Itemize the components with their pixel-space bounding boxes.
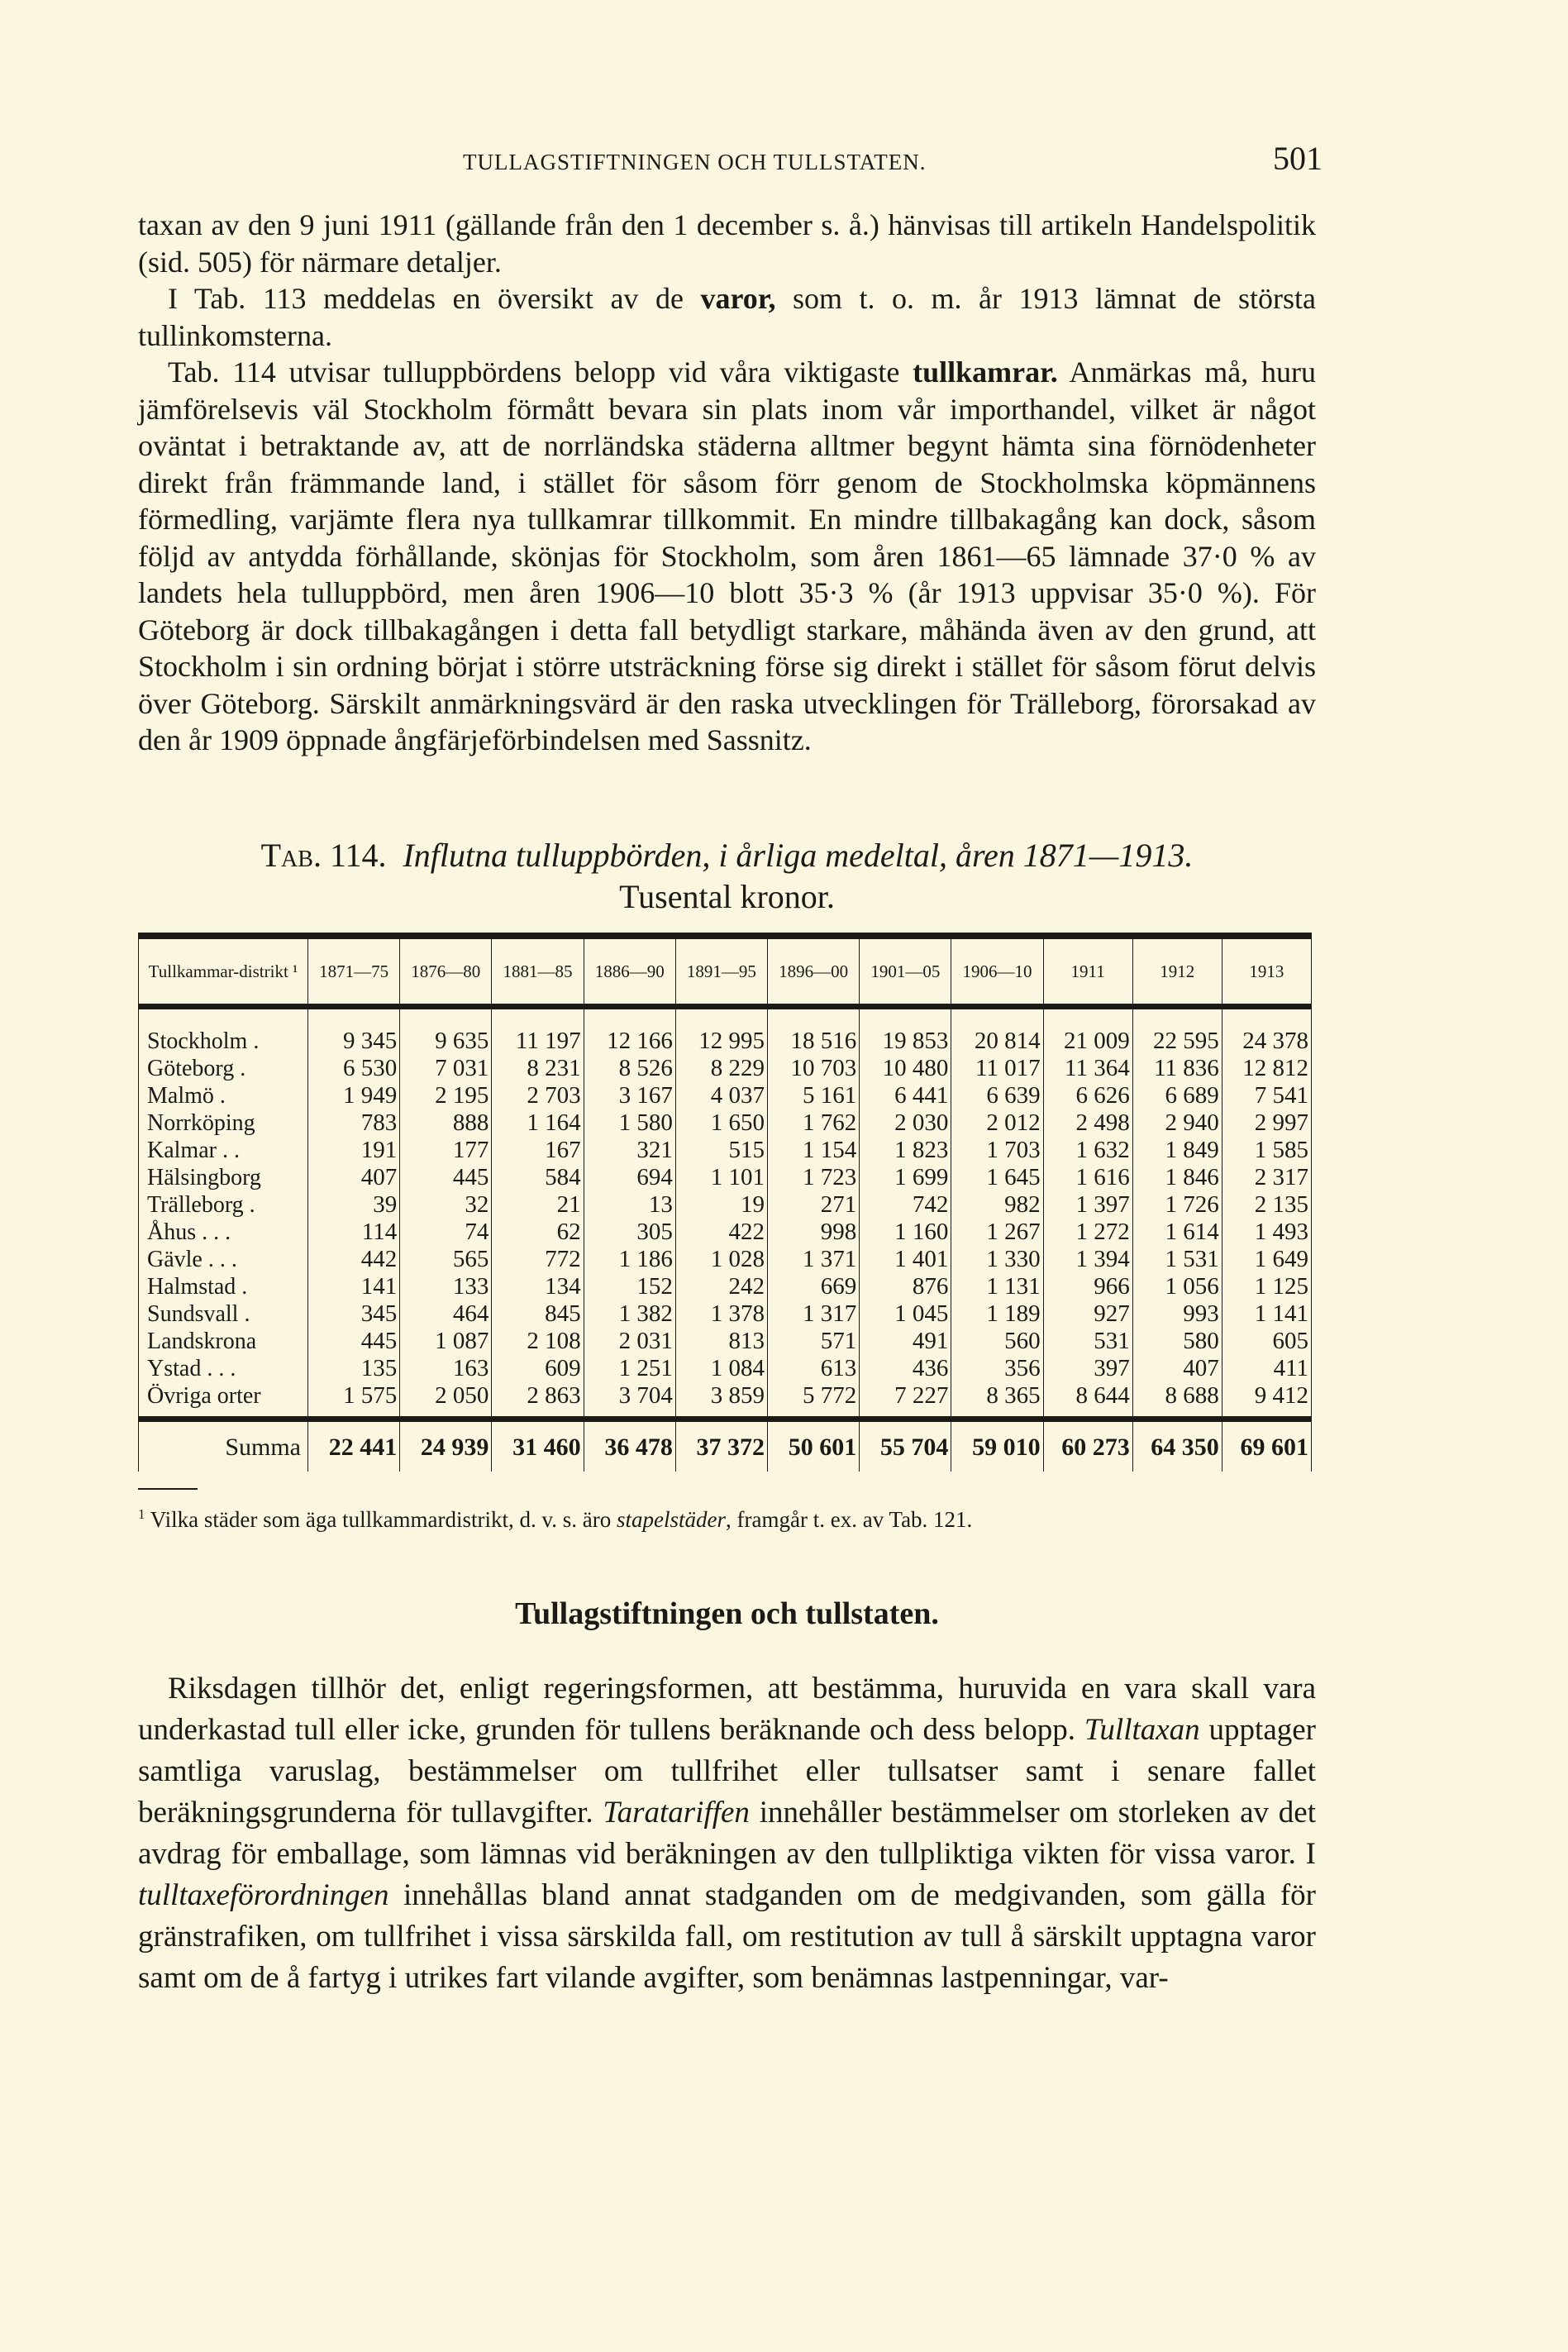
table-row [139, 1246, 1312, 1273]
table-cell: 1 131 [951, 1273, 1043, 1300]
emphasis: Tulltaxan [1084, 1713, 1200, 1747]
column-header: 1913 [1222, 936, 1311, 1007]
district-name: Göteborg . [139, 1055, 308, 1082]
table-cell: 1 703 [951, 1137, 1043, 1164]
table-cell: 1 649 [1222, 1246, 1311, 1273]
table-row [139, 1164, 1312, 1191]
text-run: Anmärkas må, huru jämförelsevis väl Stockholm förmått bevara sin plats inom vår importhandel, vilket är något oväntat i betraktande av, att de norrländska städerna alltmer begynt hämta sina förnödenheter direkt från främmande land, i stället för såsom förr genom de Stockholmska köpmännens förmedling, varjämte flera nya tullkamrar tillkommit. En mindre tillbakagång kan dock, såsom följd av antydda förhållande, skönjas för Stockholm, som åren 1861—65 lämnade 37·0 % av landets hela tulluppbörd, men åren 1906—10 blott 35·3 % (år 1913 uppvisar 35·0 %). För Göteborg är dock tillbakagången i detta fall betydligt starkare, måhända även av den grund, att Stockholm i sin ordning börjat i större utsträckning förse sig direkt i stället för såsom förut delvis över Göteborg. Särskilt anmärkningsvärd är den raska utvecklingen för Trälleborg, förorsakad av den år 1909 öppnade ångfärjeförbindelsen med Sassnitz. [138, 355, 1317, 756]
sum-cell: 31 460 [492, 1419, 584, 1472]
column-header: 1901—05 [860, 936, 951, 1007]
table-cell: 609 [492, 1355, 584, 1382]
table-cell: 1 317 [768, 1300, 860, 1328]
district-name: Kalmar . . [139, 1137, 308, 1164]
table-cell: 141 [308, 1273, 400, 1300]
district-name: Gävle . . . [139, 1246, 308, 1273]
table-cell: 191 [308, 1137, 400, 1164]
table-cell: 2 030 [860, 1109, 951, 1137]
table-cell: 3 704 [584, 1382, 675, 1419]
table-cell: 6 530 [308, 1055, 400, 1082]
table-row [139, 1109, 1312, 1137]
table-cell: 411 [1222, 1355, 1311, 1382]
table-cell: 9 635 [400, 1007, 492, 1056]
table-row [139, 1191, 1312, 1219]
table-cell: 445 [308, 1328, 400, 1355]
table-cell: 565 [400, 1246, 492, 1273]
table-cell: 134 [492, 1273, 584, 1300]
district-name: Malmö . [139, 1082, 308, 1109]
table-cell: 998 [768, 1219, 860, 1246]
table-row [139, 1273, 1312, 1300]
table-cell: 584 [492, 1164, 584, 1191]
table-cell: 436 [860, 1355, 951, 1382]
table-cell: 11 197 [492, 1007, 584, 1056]
table-cell: 1 846 [1132, 1164, 1222, 1191]
sum-cell: 55 704 [860, 1419, 951, 1472]
table-cell: 742 [860, 1191, 951, 1219]
table-unit: Tusental kronor. [619, 878, 835, 915]
table-cell: 6 639 [951, 1082, 1043, 1109]
column-header-district: Tullkammar-distrikt ¹ [139, 936, 308, 1007]
table-cell: 1 189 [951, 1300, 1043, 1328]
table-cell: 7 227 [860, 1382, 951, 1419]
table-cell: 7 541 [1222, 1082, 1311, 1109]
table-cell: 1 378 [675, 1300, 767, 1328]
table-cell: 1 141 [1222, 1300, 1311, 1328]
section-heading: Tullagstiftningen och tullstaten. [515, 1596, 939, 1631]
table-cell: 1 397 [1043, 1191, 1132, 1219]
sum-cell: 37 372 [675, 1419, 767, 1472]
table-row [139, 1219, 1312, 1246]
table-row [139, 1300, 1312, 1328]
table-cell: 407 [308, 1164, 400, 1191]
table-cell: 321 [584, 1137, 675, 1164]
header-row [139, 936, 1312, 1007]
column-header: 1891—95 [675, 936, 767, 1007]
column-header: 1881—85 [492, 936, 584, 1007]
emphasis: stapelstäder [617, 1507, 727, 1532]
district-name: Sundsvall . [139, 1300, 308, 1328]
table-cell: 242 [675, 1273, 767, 1300]
table-cell: 2 135 [1222, 1191, 1311, 1219]
table-cell: 1 762 [768, 1109, 860, 1137]
table-cell: 813 [675, 1328, 767, 1355]
table-cell: 10 703 [768, 1055, 860, 1082]
table-cell: 5 161 [768, 1082, 860, 1109]
table-cell: 271 [768, 1191, 860, 1219]
table-cell: 772 [492, 1246, 584, 1273]
table-cell: 356 [951, 1355, 1043, 1382]
table-cell: 1 084 [675, 1355, 767, 1382]
table-row [139, 1007, 1312, 1056]
table-cell: 8 526 [584, 1055, 675, 1082]
table-cell: 580 [1132, 1328, 1222, 1355]
table-cell: 515 [675, 1137, 767, 1164]
table-cell: 560 [951, 1328, 1043, 1355]
table-cell: 6 626 [1043, 1082, 1132, 1109]
sum-cell: 22 441 [308, 1419, 400, 1472]
table-cell: 2 317 [1222, 1164, 1311, 1191]
table-cell: 11 364 [1043, 1055, 1132, 1082]
table-cell: 1 401 [860, 1246, 951, 1273]
table-cell: 4 037 [675, 1082, 767, 1109]
district-name: Trälleborg . [139, 1191, 308, 1219]
table-cell: 442 [308, 1246, 400, 1273]
table-cell: 6 689 [1132, 1082, 1222, 1109]
table-cell: 152 [584, 1273, 675, 1300]
table-cell: 2 703 [492, 1082, 584, 1109]
table-cell: 163 [400, 1355, 492, 1382]
emphasis: varor, [700, 282, 776, 315]
table-cell: 133 [400, 1273, 492, 1300]
table-cell: 9 412 [1222, 1382, 1311, 1419]
text-run: , framgår t. ex. av Tab. 121. [726, 1507, 973, 1532]
table-cell: 1 585 [1222, 1137, 1311, 1164]
table-cell: 167 [492, 1137, 584, 1164]
table-cell: 1 251 [584, 1355, 675, 1382]
table-row [139, 1082, 1312, 1109]
column-header: 1912 [1132, 936, 1222, 1007]
table-cell: 20 814 [951, 1007, 1043, 1056]
section-text [138, 1668, 1316, 1999]
table-cell: 11 017 [951, 1055, 1043, 1082]
table-cell: 1 087 [400, 1328, 492, 1355]
table-cell: 407 [1132, 1355, 1222, 1382]
table-cell: 876 [860, 1273, 951, 1300]
table-cell: 32 [400, 1191, 492, 1219]
column-header: 1876—80 [400, 936, 492, 1007]
table-cell: 22 595 [1132, 1007, 1222, 1056]
table-cell: 2 498 [1043, 1109, 1132, 1137]
footnote [138, 1500, 1312, 1534]
table-cell: 19 [675, 1191, 767, 1219]
table-cell: 18 516 [768, 1007, 860, 1056]
sum-cell: 69 601 [1222, 1419, 1311, 1472]
table-cell: 21 009 [1043, 1007, 1132, 1056]
table-cell: 445 [400, 1164, 492, 1191]
table-cell: 669 [768, 1273, 860, 1300]
table-cell: 9 345 [308, 1007, 400, 1056]
table-cell: 1 125 [1222, 1273, 1311, 1300]
sum-row [139, 1419, 1312, 1472]
table-cell: 1 723 [768, 1164, 860, 1191]
table-cell: 1 028 [675, 1246, 767, 1273]
table-cell: 114 [308, 1219, 400, 1246]
table-cell: 605 [1222, 1328, 1311, 1355]
sum-cell: 59 010 [951, 1419, 1043, 1472]
table-cell: 531 [1043, 1328, 1132, 1355]
district-name: Norrköping [139, 1109, 308, 1137]
table-cell: 305 [584, 1219, 675, 1246]
sum-cell: 36 478 [584, 1419, 675, 1472]
table-cell: 1 580 [584, 1109, 675, 1137]
table-cell: 1 272 [1043, 1219, 1132, 1246]
table-cell: 783 [308, 1109, 400, 1137]
table-cell: 39 [308, 1191, 400, 1219]
district-name: Halmstad . [139, 1273, 308, 1300]
table-cell: 5 772 [768, 1382, 860, 1419]
table-row [139, 1355, 1312, 1382]
table-cell: 1 645 [951, 1164, 1043, 1191]
table-cell: 345 [308, 1300, 400, 1328]
table-cell: 1 616 [1043, 1164, 1132, 1191]
column-header: 1896—00 [768, 936, 860, 1007]
data-table [138, 933, 1312, 1472]
table-cell: 1 949 [308, 1082, 400, 1109]
table-cell: 464 [400, 1300, 492, 1328]
text-run: innehållas bland annat stadganden om de medgivanden, som gälla för gränstrafiken, om tullfrihet i vissa särskilda fall, om restitution av tull å särskilt upptagna varor samt om de å fartyg i utrikes fart vilande avgifter, som benämnas lastpenningar, var- [138, 1878, 1316, 1995]
table-cell: 7 031 [400, 1055, 492, 1082]
table-cell: 12 166 [584, 1007, 675, 1056]
page-number: 501 [1273, 140, 1323, 177]
table-cell: 966 [1043, 1273, 1132, 1300]
district-name: Ystad . . . [139, 1355, 308, 1382]
intro-text [138, 207, 1316, 759]
table-cell: 1 164 [492, 1109, 584, 1137]
table-cell: 1 045 [860, 1300, 951, 1328]
table-cell: 1 267 [951, 1219, 1043, 1246]
sum-cell: 64 350 [1132, 1419, 1222, 1472]
table-cell: 1 575 [308, 1382, 400, 1419]
text-run: Tab. 114 utvisar tulluppbördens belopp vid våra viktigaste [168, 355, 913, 389]
district-name: Stockholm . [139, 1007, 308, 1056]
table-cell: 982 [951, 1191, 1043, 1219]
table-cell: 10 480 [860, 1055, 951, 1082]
table-cell: 8 688 [1132, 1382, 1222, 1419]
column-header: 1871—75 [308, 936, 400, 1007]
text-run: innehåller bestämmelser om storleken av det avdrag för emballage, som lämnas vid beräkningen av den tullpliktiga vikten för vissa varor. I [138, 1796, 1316, 1871]
table-caption [138, 835, 1316, 918]
table-cell: 3 859 [675, 1382, 767, 1419]
table-cell: 1 371 [768, 1246, 860, 1273]
footnote-marker: 1 [138, 1506, 145, 1522]
table-row [139, 1382, 1312, 1419]
table-cell: 1 823 [860, 1137, 951, 1164]
table-title: Influtna tulluppbörden, i årliga medeltal, åren 1871—1913. [403, 837, 1194, 874]
text-run: Riksdagen tillhör det, enligt regeringsformen, att bestämma, huruvida en vara skall vara underkastad tull eller icke, grunden för tullens beräknande och dess belopp. [138, 1672, 1316, 1747]
table-row [139, 1055, 1312, 1082]
table-cell: 177 [400, 1137, 492, 1164]
table-cell: 927 [1043, 1300, 1132, 1328]
table-cell: 1 186 [584, 1246, 675, 1273]
emphasis: tullkamrar. [913, 355, 1058, 389]
table-cell: 1 160 [860, 1219, 951, 1246]
table-cell: 613 [768, 1355, 860, 1382]
running-head [463, 139, 1323, 178]
table-cell: 1 849 [1132, 1137, 1222, 1164]
text-run: upptager samtliga varuslag, bestämmelser om tullfrihet eller tullsatser samt i senare fallet beräkningsgrunderna för tullavgifter. [138, 1713, 1316, 1830]
text-run: Vilka städer som äga tullkammardistrikt, d. v. s. äro [145, 1507, 617, 1532]
column-header: 1886—90 [584, 936, 675, 1007]
text-run: I Tab. 113 meddelas en översikt av de [168, 282, 701, 315]
table-cell: 571 [768, 1328, 860, 1355]
table-cell: 1 632 [1043, 1137, 1132, 1164]
sum-cell: 60 273 [1043, 1419, 1132, 1472]
table-cell: 62 [492, 1219, 584, 1246]
paragraph: taxan av den 9 juni 1911 (gällande från den 1 december s. å.) hänvisas till artikeln Handelspolitik (sid. 505) för närmare detaljer. [138, 208, 1316, 279]
table-cell: 1 101 [675, 1164, 767, 1191]
table-cell: 2 195 [400, 1082, 492, 1109]
column-header: 1906—10 [951, 936, 1043, 1007]
table-cell: 8 231 [492, 1055, 584, 1082]
table-cell: 422 [675, 1219, 767, 1246]
table-cell: 13 [584, 1191, 675, 1219]
table-cell: 845 [492, 1300, 584, 1328]
table-cell: 993 [1132, 1300, 1222, 1328]
table-cell: 1 531 [1132, 1246, 1222, 1273]
paragraph [138, 354, 1316, 759]
table-cell: 397 [1043, 1355, 1132, 1382]
table-cell: 12 812 [1222, 1055, 1311, 1082]
table-cell: 1 056 [1132, 1273, 1222, 1300]
table-cell: 8 229 [675, 1055, 767, 1082]
district-name: Åhus . . . [139, 1219, 308, 1246]
table-cell: 1 699 [860, 1164, 951, 1191]
table-cell: 6 441 [860, 1082, 951, 1109]
emphasis: Taratariffen [603, 1796, 750, 1830]
table-cell: 1 394 [1043, 1246, 1132, 1273]
customs-revenue-table [138, 933, 1312, 1472]
sum-cell: 24 939 [400, 1419, 492, 1472]
table-cell: 1 726 [1132, 1191, 1222, 1219]
table-cell: 3 167 [584, 1082, 675, 1109]
footnote-rule [138, 1488, 198, 1490]
table-cell: 8 644 [1043, 1382, 1132, 1419]
sum-cell: 50 601 [768, 1419, 860, 1472]
table-row [139, 1328, 1312, 1355]
column-header: 1911 [1043, 936, 1132, 1007]
table-cell: 19 853 [860, 1007, 951, 1056]
district-name: Hälsingborg [139, 1164, 308, 1191]
table-cell: 135 [308, 1355, 400, 1382]
running-title: TULLAGSTIFTNINGEN OCH TULLSTATEN. [463, 150, 927, 174]
table-label: Tab. 114. [260, 837, 387, 874]
table-row [139, 1137, 1312, 1164]
sum-label: Summa [139, 1419, 308, 1472]
table-cell: 74 [400, 1219, 492, 1246]
table-cell: 2 031 [584, 1328, 675, 1355]
table-cell: 1 650 [675, 1109, 767, 1137]
table-cell: 1 330 [951, 1246, 1043, 1273]
text-run: som t. o. m. år 1913 lämnat de största tullinkomsterna. [138, 282, 1316, 352]
table-cell: 2 863 [492, 1382, 584, 1419]
table-cell: 888 [400, 1109, 492, 1137]
table-cell: 24 378 [1222, 1007, 1311, 1056]
table-cell: 1 493 [1222, 1219, 1311, 1246]
district-name: Övriga orter [139, 1382, 308, 1419]
table-cell: 694 [584, 1164, 675, 1191]
table-cell: 2 997 [1222, 1109, 1311, 1137]
table-cell: 1 614 [1132, 1219, 1222, 1246]
table-cell: 2 012 [951, 1109, 1043, 1137]
table-cell: 1 154 [768, 1137, 860, 1164]
table-cell: 21 [492, 1191, 584, 1219]
table-cell: 2 108 [492, 1328, 584, 1355]
paragraph [138, 280, 1316, 354]
table-cell: 1 382 [584, 1300, 675, 1328]
table-cell: 2 940 [1132, 1109, 1222, 1137]
table-cell: 11 836 [1132, 1055, 1222, 1082]
district-name: Landskrona [139, 1328, 308, 1355]
table-cell: 2 050 [400, 1382, 492, 1419]
table-cell: 491 [860, 1328, 951, 1355]
emphasis: tulltaxeförordningen [138, 1878, 389, 1912]
table-cell: 8 365 [951, 1382, 1043, 1419]
paragraph [138, 1668, 1316, 1999]
table-cell: 12 995 [675, 1007, 767, 1056]
